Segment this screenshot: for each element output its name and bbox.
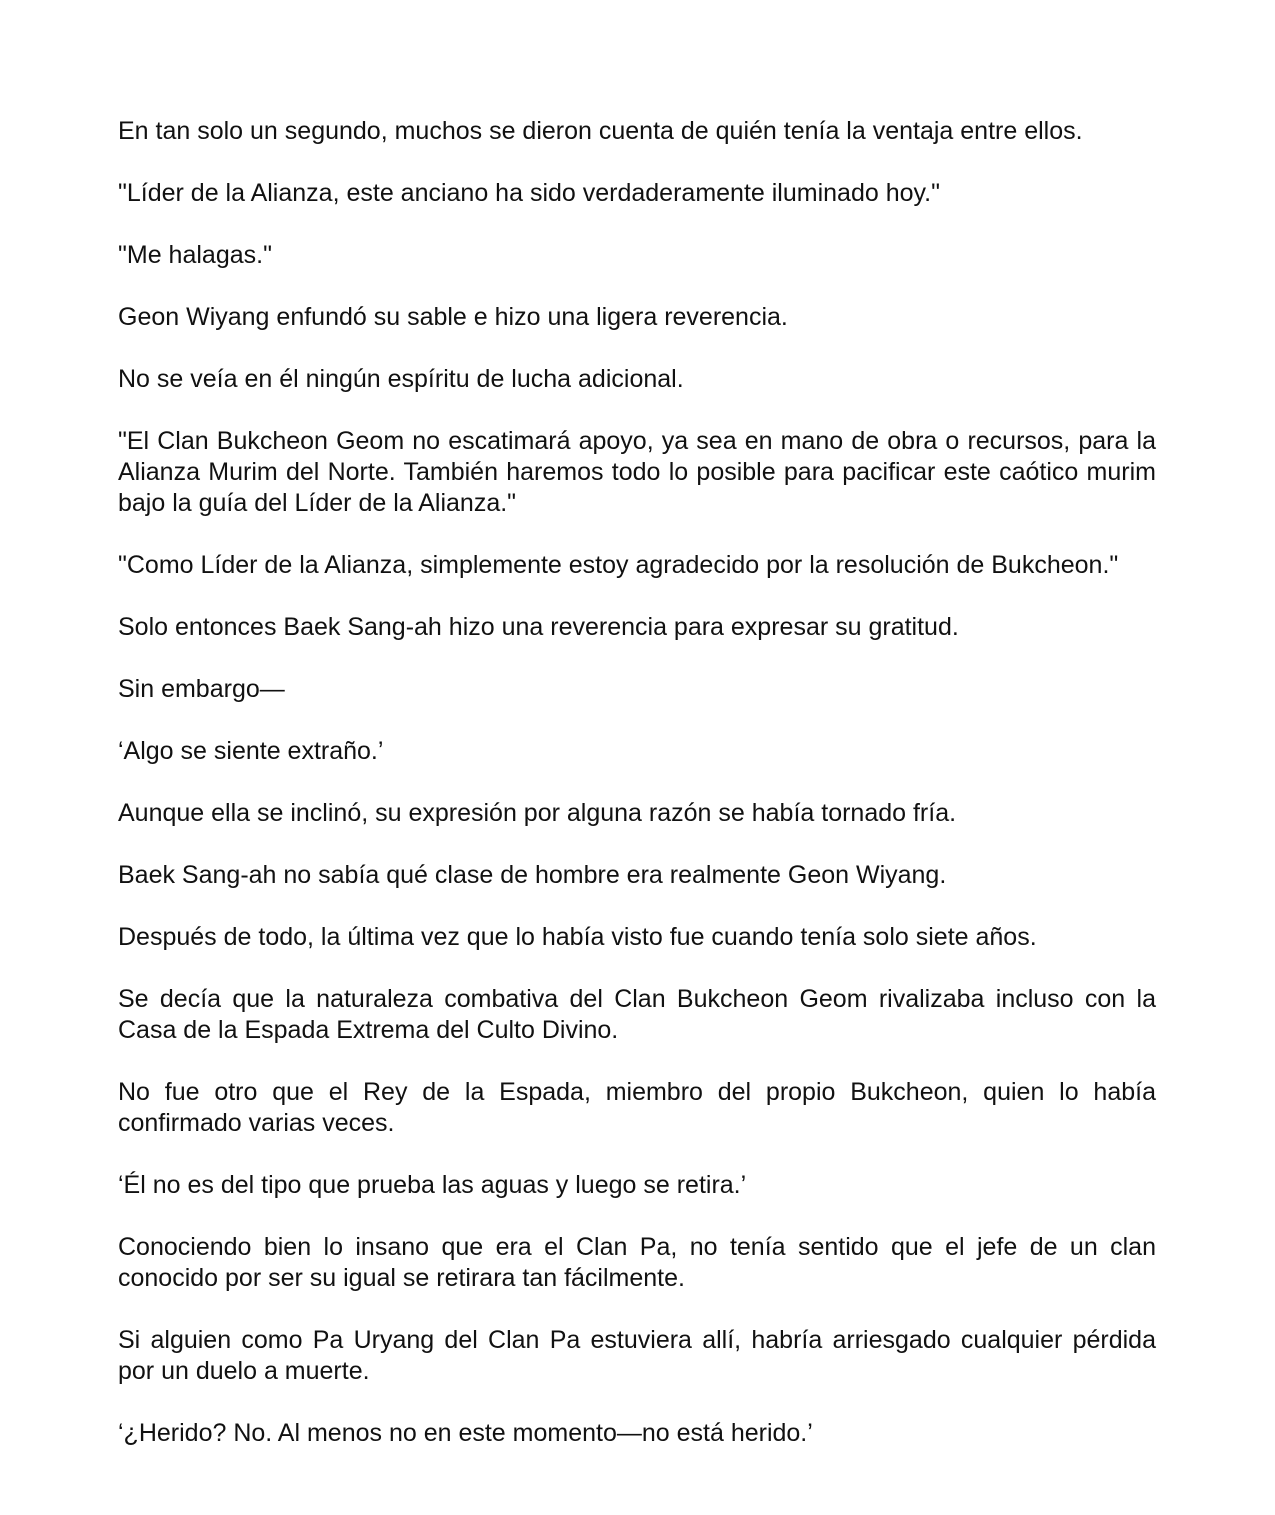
paragraph: Aunque ella se inclinó, su expresión por alguna razón se había tornado fría.: [118, 799, 957, 827]
paragraph: Conociendo bien lo insano que era el Clan Pa, no tenía sentido que el jefe de un clan conocido por ser su igual se retirara tan fácilmente.: [118, 1233, 1156, 1292]
paragraph: Si alguien como Pa Uryang del Clan Pa estuviera allí, habría arriesgado cualquier pérdida por un duelo a muerte.: [118, 1326, 1156, 1385]
paragraph: "Como Líder de la Alianza, simplemente estoy agradecido por la resolución de Bukcheon.": [118, 551, 1119, 579]
paragraph: No fue otro que el Rey de la Espada, miembro del propio Bukcheon, quien lo había confirmado varias veces.: [118, 1078, 1156, 1137]
paragraph: ‘¿Herido? No. Al menos no en este momento—no está herido.’: [118, 1419, 813, 1447]
paragraph: Sin embargo—: [118, 675, 285, 703]
paragraph: ‘Algo se siente extraño.’: [118, 737, 384, 765]
paragraph: Geon Wiyang enfundó su sable e hizo una ligera reverencia.: [118, 303, 788, 331]
paragraph: Se decía que la naturaleza combativa del Clan Bukcheon Geom rivalizaba incluso con la Casa de la Espada Extrema del Culto Divino.: [118, 985, 1156, 1044]
paragraph: "El Clan Bukcheon Geom no escatimará apoyo, ya sea en mano de obra o recursos, para la Alianza Murim del Norte. También haremos todo lo posible para pacificar este caótico murim bajo la guía del Líder de la Alianza.": [118, 427, 1156, 517]
paragraph: "Me halagas.": [118, 241, 272, 269]
paragraph: ‘Él no es del tipo que prueba las aguas y luego se retira.’: [118, 1171, 747, 1199]
paragraph: No se veía en él ningún espíritu de lucha adicional.: [118, 365, 684, 393]
paragraph: En tan solo un segundo, muchos se dieron cuenta de quién tenía la ventaja entre ellos.: [118, 117, 1083, 145]
paragraph: "Líder de la Alianza, este anciano ha sido verdaderamente iluminado hoy.": [118, 179, 940, 207]
document-page: [118, 116, 1156, 1449]
paragraph: Baek Sang-ah no sabía qué clase de hombre era realmente Geon Wiyang.: [118, 861, 947, 889]
paragraph: Después de todo, la última vez que lo había visto fue cuando tenía solo siete años.: [118, 923, 1037, 951]
paragraph: Solo entonces Baek Sang-ah hizo una reverencia para expresar su gratitud.: [118, 613, 959, 641]
